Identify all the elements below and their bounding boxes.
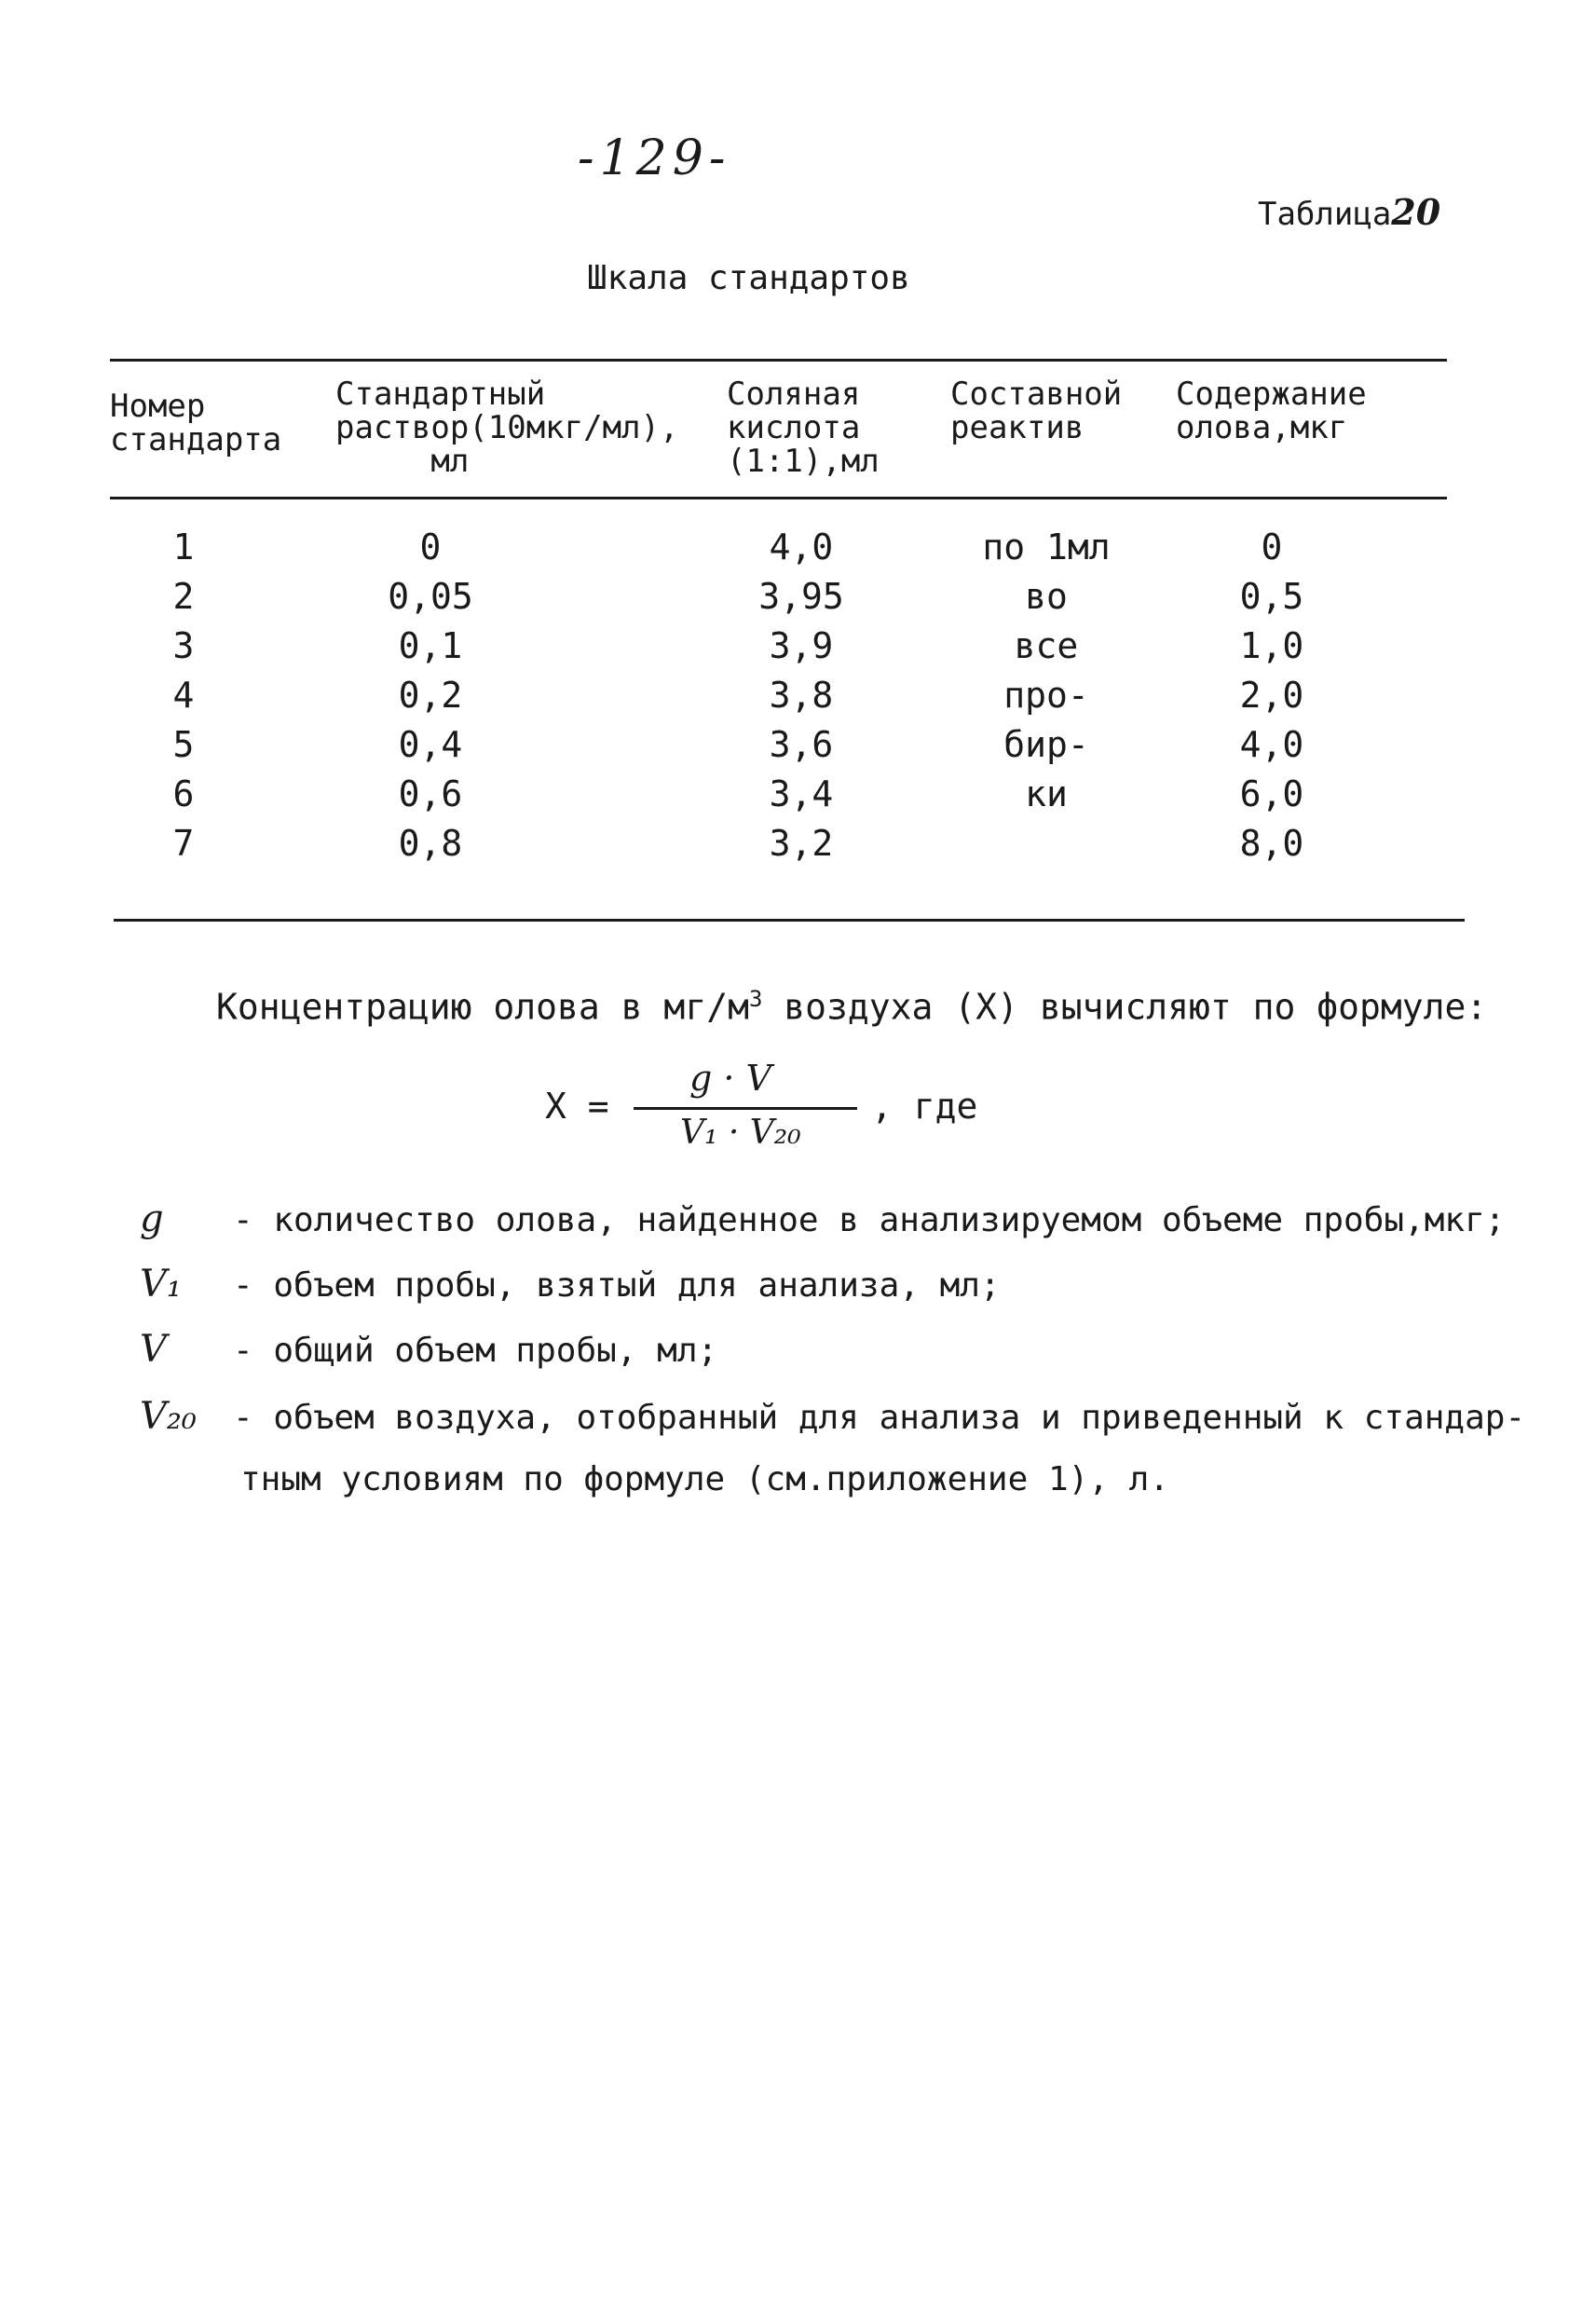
table-cell-tin-content: 1,0 xyxy=(1239,625,1304,666)
table-cell-acid: 3,9 xyxy=(769,625,834,666)
table-cell-acid: 4,0 xyxy=(769,526,834,567)
table-cell-acid: 3,8 xyxy=(769,675,834,716)
table-bottom-rule xyxy=(114,919,1465,922)
table-cell-standard-solution: 0,1 xyxy=(398,625,463,666)
table-header-rule xyxy=(110,497,1447,499)
table-cell-tin-content: 2,0 xyxy=(1239,675,1304,716)
col-header-standard-solution: Стандартный раствор(10мкг/мл), мл xyxy=(335,376,679,480)
table-cell-reagent: во xyxy=(1025,576,1068,617)
definition-v20-continuation: тным условиям по формуле (см.приложение 1), л. xyxy=(240,1460,1169,1498)
formula-intro-sup: 3 xyxy=(748,986,763,1012)
formula-denominator: V₁ · V₂₀ xyxy=(680,1114,801,1152)
definition-symbol-v20: V₂₀ xyxy=(140,1395,197,1438)
table-cell-reagent: все xyxy=(1014,625,1079,666)
table-cell-number: 4 xyxy=(172,675,195,716)
table-cell-standard-solution: 0,4 xyxy=(398,724,463,765)
definition-symbol-g: g xyxy=(140,1197,164,1240)
col-header-composite-reagent: Составной реактив xyxy=(950,376,1123,446)
table-top-rule xyxy=(110,359,1447,362)
table-cell-reagent: бир- xyxy=(1003,724,1089,765)
table-cell-tin-content: 6,0 xyxy=(1239,773,1304,814)
table-cell-standard-solution: 0 xyxy=(419,526,442,567)
table-cell-number: 3 xyxy=(172,625,195,666)
definition-g xyxy=(140,1197,1505,1240)
definition-text-v20: - объем воздуха, отобранный для анализа и приведенный к стандар- xyxy=(233,1399,1526,1437)
table-cell-tin-content: 4,0 xyxy=(1239,724,1304,765)
col-header-number: Номер стандарта xyxy=(110,388,282,458)
table-cell-acid: 3,2 xyxy=(769,823,834,864)
table-cell-number: 2 xyxy=(172,576,195,617)
col-header-hydrochloric-acid: Соляная кислота (1:1),мл xyxy=(727,376,880,480)
table-number: 20 xyxy=(1391,191,1441,233)
table-cell-number: 5 xyxy=(172,724,195,765)
page-number: -129- xyxy=(578,130,731,186)
formula-intro-pre: Концентрацию олова в мг/м xyxy=(216,986,749,1028)
definition-symbol-v: V xyxy=(140,1328,167,1371)
definition-symbol-v1: V₁ xyxy=(140,1263,182,1306)
formula-suffix: , где xyxy=(871,1086,978,1127)
table-cell-reagent: про- xyxy=(1003,675,1089,716)
table-cell-acid: 3,6 xyxy=(769,724,834,765)
table-cell-standard-solution: 0,2 xyxy=(398,675,463,716)
table-cell-tin-content: 0,5 xyxy=(1239,576,1304,617)
definition-v1 xyxy=(140,1263,1001,1306)
formula-intro-post: воздуха (X) вычисляют по формуле: xyxy=(762,986,1488,1028)
col-header-tin-content: Содержание олова,мкг xyxy=(1176,376,1367,446)
table-cell-tin-content: 0 xyxy=(1261,526,1283,567)
definition-text-g: - количество олова, найденное в анализируемом объеме пробы,мкг; xyxy=(233,1201,1506,1239)
definition-text-v1: - объем пробы, взятый для анализа, мл; xyxy=(233,1266,1001,1305)
table-cell-number: 6 xyxy=(172,773,195,814)
table-cell-number: 1 xyxy=(172,526,195,567)
table-cell-reagent: по 1мл xyxy=(982,526,1111,567)
definition-text-v: - общий объем пробы, мл; xyxy=(233,1332,718,1370)
table-cell-number: 7 xyxy=(172,823,195,864)
definition-v20 xyxy=(140,1395,1525,1438)
table-label xyxy=(1258,191,1440,233)
formula-fraction-line xyxy=(634,1107,857,1110)
table-title: Шкала стандартов xyxy=(587,259,910,297)
formula-numerator: g · V xyxy=(689,1058,772,1099)
table-cell-standard-solution: 0,6 xyxy=(398,773,463,814)
table-cell-acid: 3,95 xyxy=(758,576,844,617)
table-cell-acid: 3,4 xyxy=(769,773,834,814)
table-label-text: Таблица xyxy=(1258,196,1392,233)
formula-lhs: X = xyxy=(545,1086,609,1127)
table-cell-standard-solution: 0,05 xyxy=(388,576,473,617)
table-cell-tin-content: 8,0 xyxy=(1239,823,1304,864)
table-cell-reagent: ки xyxy=(1025,773,1068,814)
formula-intro xyxy=(216,986,1487,1028)
table-cell-standard-solution: 0,8 xyxy=(398,823,463,864)
definition-v xyxy=(140,1328,717,1371)
